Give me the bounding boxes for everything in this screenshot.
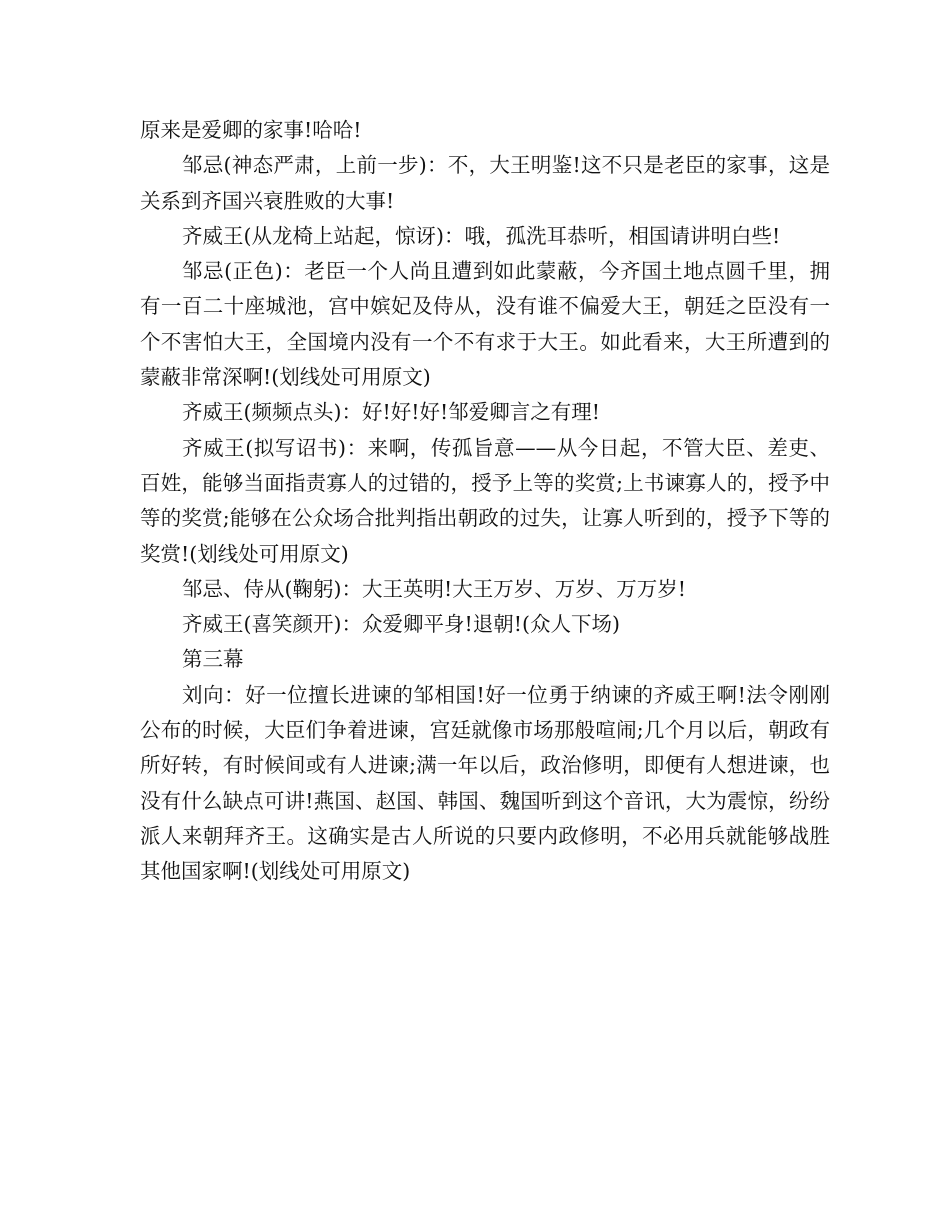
paragraph-zouji-2: 邹忌(正色)：老臣一个人尚且遭到如此蒙蔽，今齐国土地点圆千里，拥有一百二十座城池，宫中嫔妃及侍从，没有谁不偏爱大王，朝廷之臣没有一个不害怕大王，全国境内没有一个不有求于大王。如此看来，大王所遭到的蒙蔽非常深啊!(划线处可用原文) <box>140 259 830 390</box>
paragraph-qiweiwang-1: 齐威王(从龙椅上站起，惊讶)：哦，孤洗耳恭听，相国请讲明白些! <box>182 223 781 248</box>
paragraph-attendants: 邹忌、侍从(鞠躬)：大王英明!大王万岁、万岁、万万岁! <box>182 576 686 601</box>
paragraph-qiweiwang-edict: 齐威王(拟写诏书)：来啊，传孤旨意——从今日起，不管大臣、差吏、百姓，能够当面指责寡人的过错的，授予上等的奖赏;上书谏寡人的，授予中等的奖赏;能够在公众场合批判指出朝政的过失，让寡人听到的，授予下等的奖赏!(划线处可用原文) <box>140 435 830 566</box>
paragraph-continuation: 原来是爱卿的家事!哈哈! <box>140 118 362 142</box>
act-heading: 第三幕 <box>182 647 244 672</box>
paragraph-qiweiwang-2: 齐威王(频频点头)：好!好!好!邹爱卿言之有理! <box>182 400 600 425</box>
paragraph-zouji-1: 邹忌(神态严肃，上前一步)：不，大王明鉴!这不只是老臣的家事，这是关系到齐国兴衰胜败的大事! <box>140 153 830 213</box>
paragraph-qiweiwang-3: 齐威王(喜笑颜开)：众爱卿平身!退朝!(众人下场) <box>182 612 620 637</box>
paragraph-liuxiang: 刘向：好一位擅长进谏的邹相国!好一位勇于纳谏的齐威王啊!法令刚刚公布的时候，大臣们争着进谏，宫廷就像市场那般喧闹;几个月以后，朝政有所好转，有时候间或有人进谏;满一年以后，政治修明，即便有人想进谏，也没有什么缺点可讲!燕国、赵国、韩国、魏国听到这个音讯，大为震惊，纷纷派人来朝拜齐王。这确实是古人所说的只要内政修明，不必用兵就能够战胜其他国家啊!(划线处可用原文) <box>140 682 830 884</box>
script-text <box>140 113 830 890</box>
